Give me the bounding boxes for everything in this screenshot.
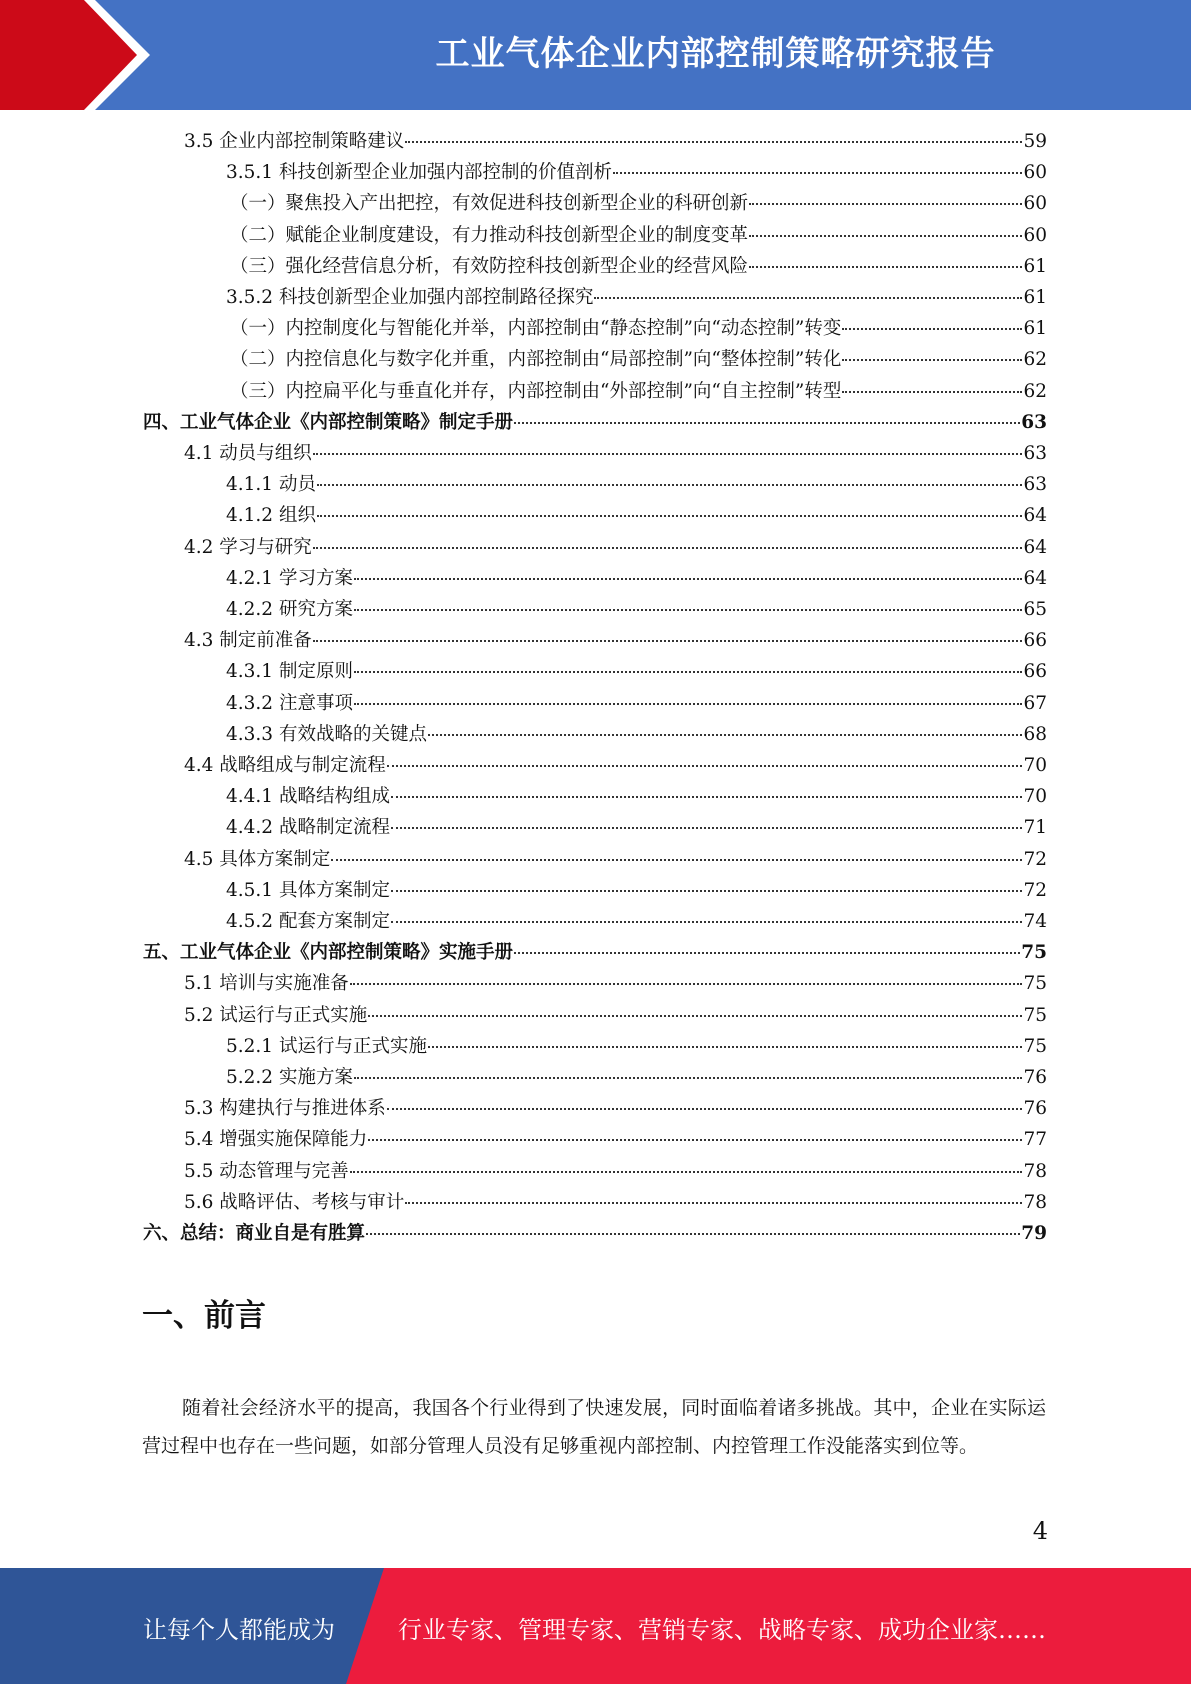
toc-entry[interactable] — [230, 378, 1047, 406]
toc-entry-label: 六、总结：商业自是有胜算 — [143, 1223, 366, 1244]
toc-entry-page: 66 — [1023, 630, 1047, 651]
toc-entry-label: 四、工业气体企业《内部控制策略》制定手册 — [143, 412, 514, 433]
toc-dot-leader — [428, 1046, 1022, 1048]
toc-entry[interactable] — [184, 440, 1047, 468]
toc-entry-page: 62 — [1023, 381, 1047, 402]
toc-dot-leader — [391, 921, 1022, 923]
toc-entry-page: 61 — [1023, 318, 1047, 339]
toc-entry-label: 4.5 具体方案制定 — [184, 849, 331, 870]
toc-entry[interactable] — [230, 222, 1047, 250]
toc-entry[interactable] — [226, 159, 1047, 187]
toc-dot-leader — [354, 609, 1023, 611]
toc-entry-page: 68 — [1023, 724, 1047, 745]
header-arrow-decoration — [0, 0, 160, 110]
toc-entry-page: 78 — [1023, 1161, 1047, 1182]
toc-entry[interactable] — [230, 315, 1047, 343]
toc-entry-label: 4.3 制定前准备 — [184, 630, 312, 651]
toc-entry-page: 59 — [1023, 131, 1047, 152]
toc-entry-label: （一）聚焦投入产出把控，有效促进科技创新型企业的科研创新 — [230, 193, 749, 214]
toc-entry-label: 3.5.1 科技创新型企业加强内部控制的价值剖析 — [226, 162, 612, 183]
toc-entry[interactable] — [184, 846, 1047, 874]
toc-entry-label: 5.1 培训与实施准备 — [184, 973, 349, 994]
toc-dot-leader — [749, 235, 1022, 237]
document-title: 工业气体企业内部控制策略研究报告 — [435, 34, 996, 74]
toc-entry-page: 71 — [1023, 817, 1047, 838]
toc-entry-page: 76 — [1023, 1098, 1047, 1119]
toc-entry-page: 64 — [1023, 568, 1047, 589]
toc-entry-label: 5.6 战略评估、考核与审计 — [184, 1192, 405, 1213]
toc-dot-leader — [428, 734, 1022, 736]
toc-entry-label: 4.2.2 研究方案 — [226, 599, 353, 620]
toc-dot-leader — [368, 1015, 1022, 1017]
toc-entry-label: 4.1.2 组织 — [226, 505, 316, 526]
toc-entry-page: 61 — [1023, 287, 1047, 308]
toc-entry-label: 5.3 构建执行与推进体系 — [184, 1098, 386, 1119]
toc-entry[interactable] — [226, 721, 1047, 749]
toc-entry[interactable] — [184, 1002, 1047, 1030]
toc-entry[interactable] — [230, 190, 1047, 218]
toc-entry-label: 4.5.2 配套方案制定 — [226, 911, 390, 932]
toc-entry-label: 4.4.1 战略结构组成 — [226, 786, 390, 807]
toc-dot-leader — [391, 796, 1022, 798]
toc-entry-label: 5.2.1 试运行与正式实施 — [226, 1036, 427, 1057]
toc-dot-leader — [354, 671, 1023, 673]
toc-dot-leader — [842, 359, 1022, 361]
toc-entry-page: 66 — [1023, 661, 1047, 682]
toc-entry-label: 4.5.1 具体方案制定 — [226, 880, 390, 901]
toc-dot-leader — [514, 952, 1020, 954]
toc-entry-label: （二）内控信息化与数字化并重，内部控制由“局部控制”向“整体控制”转化 — [230, 349, 842, 370]
toc-entry[interactable] — [184, 1158, 1047, 1186]
header-banner — [0, 0, 1191, 110]
toc-dot-leader — [350, 983, 1023, 985]
toc-entry[interactable] — [226, 471, 1047, 499]
toc-entry[interactable] — [226, 1033, 1047, 1061]
toc-entry-label: 5.4 增强实施保障能力 — [184, 1129, 368, 1150]
toc-dot-leader — [749, 266, 1022, 268]
toc-entry-label: 4.2.1 学习方案 — [226, 568, 353, 589]
toc-dot-leader — [313, 547, 1023, 549]
toc-dot-leader — [317, 515, 1023, 517]
toc-entry-page: 72 — [1023, 849, 1047, 870]
toc-entry[interactable] — [226, 783, 1047, 811]
toc-dot-leader — [405, 141, 1022, 143]
toc-entry-label: 4.2 学习与研究 — [184, 537, 312, 558]
toc-entry-page: 67 — [1023, 693, 1047, 714]
toc-entry[interactable] — [226, 814, 1047, 842]
toc-dot-leader — [842, 391, 1022, 393]
toc-entry[interactable] — [184, 627, 1047, 655]
toc-dot-leader — [387, 1108, 1023, 1110]
toc-entry[interactable] — [226, 690, 1047, 718]
toc-entry[interactable] — [143, 939, 1047, 967]
toc-entry-page: 64 — [1023, 505, 1047, 526]
toc-entry[interactable] — [226, 908, 1047, 936]
toc-dot-leader — [366, 1233, 1020, 1235]
toc-dot-leader — [313, 640, 1023, 642]
toc-entry-page: 60 — [1023, 225, 1047, 246]
toc-entry-label: 4.3.3 有效战略的关键点 — [226, 724, 427, 745]
toc-entry-label: 5.2 试运行与正式实施 — [184, 1005, 368, 1026]
toc-entry-label: 4.4 战略组成与制定流程 — [184, 755, 386, 776]
toc-entry-page: 70 — [1023, 755, 1047, 776]
toc-entry-page: 75 — [1023, 973, 1047, 994]
toc-entry-label: （三）强化经营信息分析，有效防控科技创新型企业的经营风险 — [230, 256, 749, 277]
toc-entry-page: 76 — [1023, 1067, 1047, 1088]
toc-entry-page: 78 — [1023, 1192, 1047, 1213]
footer-slogan-left: 让每个人都能成为 — [143, 1616, 335, 1644]
toc-entry[interactable] — [226, 1064, 1047, 1092]
toc-entry-page: 65 — [1023, 599, 1047, 620]
toc-entry-page: 75 — [1023, 1036, 1047, 1057]
toc-dot-leader — [317, 484, 1023, 486]
toc-entry-label: 5.2.2 实施方案 — [226, 1067, 353, 1088]
toc-entry-label: 5.5 动态管理与完善 — [184, 1161, 349, 1182]
toc-entry-page: 77 — [1023, 1129, 1047, 1150]
toc-entry-page: 60 — [1023, 193, 1047, 214]
body-paragraph: 随着社会经济水平的提高，我国各个行业得到了快速发展，同时面临着诸多挑战。其中，企业在实际运营过程中也存在一些问题，如部分管理人员没有足够重视内部控制、内控管理工作没能落实到位等。 — [142, 1397, 1046, 1457]
toc-entry-label: （一）内控制度化与智能化并举，内部控制由“静态控制”向“动态控制”转变 — [230, 318, 842, 339]
toc-entry-page: 74 — [1023, 911, 1047, 932]
toc-entry-label: 4.3.1 制定原则 — [226, 661, 353, 682]
toc-entry-page: 75 — [1023, 1005, 1047, 1026]
toc-entry-page: 70 — [1023, 786, 1047, 807]
toc-entry[interactable] — [184, 970, 1047, 998]
toc-entry[interactable] — [226, 284, 1047, 312]
toc-entry[interactable] — [143, 409, 1047, 437]
toc-entry[interactable] — [143, 1220, 1047, 1248]
toc-entry-page: 72 — [1023, 880, 1047, 901]
toc-entry-page: 64 — [1023, 537, 1047, 558]
toc-entry[interactable] — [184, 1189, 1047, 1217]
toc-entry-page: 62 — [1023, 349, 1047, 370]
toc-entry-label: （三）内控扁平化与垂直化并存，内部控制由“外部控制”向“自主控制”转型 — [230, 381, 842, 402]
toc-entry-label: 4.1.1 动员 — [226, 474, 316, 495]
toc-entry-page: 63 — [1023, 474, 1047, 495]
toc-entry[interactable] — [184, 1126, 1047, 1154]
toc-dot-leader — [313, 453, 1023, 455]
toc-dot-leader — [749, 203, 1022, 205]
toc-dot-leader — [842, 328, 1022, 330]
toc-entry[interactable] — [230, 346, 1047, 374]
toc-entry[interactable] — [230, 253, 1047, 281]
toc-entry-label: 3.5 企业内部控制策略建议 — [184, 131, 405, 152]
toc-entry-page: 60 — [1023, 162, 1047, 183]
toc-entry[interactable] — [226, 596, 1047, 624]
toc-entry-label: 4.3.2 注意事项 — [226, 693, 353, 714]
toc-entry-label: 五、工业气体企业《内部控制策略》实施手册 — [143, 942, 514, 963]
toc-dot-leader — [350, 1171, 1023, 1173]
toc-dot-leader — [354, 1077, 1023, 1079]
toc-entry-page: 79 — [1021, 1223, 1047, 1244]
toc-entry-label: 3.5.2 科技创新型企业加强内部控制路径探究 — [226, 287, 594, 308]
toc-entry[interactable] — [226, 658, 1047, 686]
page-number: 4 — [1032, 1517, 1048, 1545]
toc-dot-leader — [331, 859, 1022, 861]
toc-entry[interactable] — [184, 752, 1047, 780]
toc-dot-leader — [594, 297, 1022, 299]
toc-dot-leader — [354, 703, 1023, 705]
toc-entry-label: 4.4.2 战略制定流程 — [226, 817, 390, 838]
toc-entry-page: 61 — [1023, 256, 1047, 277]
toc-entry[interactable] — [226, 877, 1047, 905]
toc-dot-leader — [405, 1202, 1022, 1204]
toc-entry[interactable] — [226, 502, 1047, 530]
toc-entry[interactable] — [184, 128, 1047, 156]
section-heading: 一、前言 — [142, 1298, 266, 1334]
footer-slogan-right: 行业专家、管理专家、营销专家、战略专家、成功企业家…… — [398, 1616, 1046, 1644]
toc-entry-page: 63 — [1021, 412, 1047, 433]
toc-dot-leader — [368, 1139, 1022, 1141]
toc-entry-page: 75 — [1021, 942, 1047, 963]
toc-dot-leader — [391, 890, 1022, 892]
toc-entry-label: （二）赋能企业制度建设，有力推动科技创新型企业的制度变革 — [230, 225, 749, 246]
toc-dot-leader — [391, 827, 1022, 829]
toc-entry[interactable] — [184, 1095, 1047, 1123]
footer-banner — [0, 1568, 1191, 1684]
toc-entry-page: 63 — [1023, 443, 1047, 464]
toc-dot-leader — [613, 172, 1022, 174]
toc-entry[interactable] — [184, 534, 1047, 562]
toc-entry-label: 4.1 动员与组织 — [184, 443, 312, 464]
toc-entry[interactable] — [226, 565, 1047, 593]
toc-dot-leader — [514, 422, 1020, 424]
toc-dot-leader — [354, 578, 1023, 580]
toc-dot-leader — [387, 765, 1023, 767]
